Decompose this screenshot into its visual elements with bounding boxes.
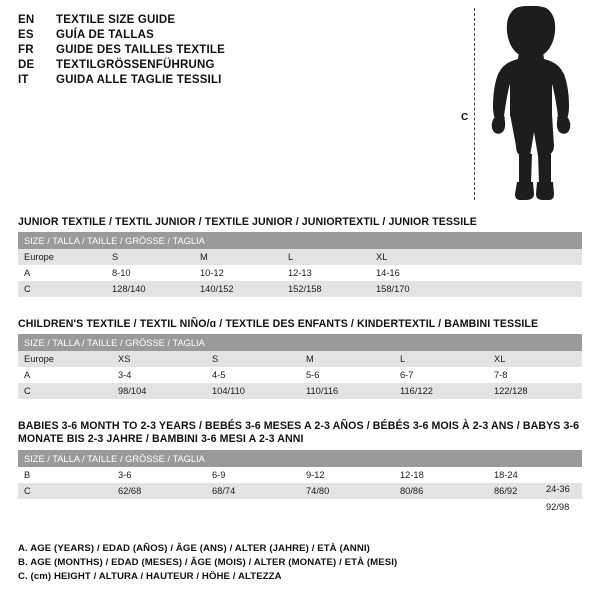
toddler-silhouette-icon [486,6,586,202]
table-row [18,249,582,265]
language-title: GUIDE DES TAILLES TEXTILE [56,44,225,56]
cell-value: 6-9 [206,467,300,483]
language-title: TEXTILGRÖSSENFÜHRUNG [56,59,215,71]
table-header-row [18,450,582,467]
cell-value: 74/80 [300,483,394,499]
row-label: A [18,367,112,383]
language-row [18,59,438,71]
table-row [18,265,582,281]
column-label: Europe [18,249,106,265]
table-header-row [18,232,582,249]
row-label: C [18,483,112,499]
babies-size-table [18,450,582,499]
cell-value: 4-5 [206,367,300,383]
language-code: EN [18,14,35,26]
height-figure [452,6,592,204]
height-dashed-line [474,8,475,200]
column-label: XL [370,249,458,265]
cell-value: 3-6 [112,467,206,483]
language-row [18,29,438,41]
cell-value: 3-4 [112,367,206,383]
cell-value: 128/140 [106,281,194,297]
column-label: Europe [18,351,112,367]
language-code: IT [18,74,29,86]
table-row [18,367,582,383]
cell-value: 110/116 [300,383,394,399]
cell-value: 80/86 [394,483,488,499]
cell-value: 18-24 [488,467,582,483]
section-title: JUNIOR TEXTILE / TEXTIL JUNIOR / TEXTILE JUNIOR / JUNIORTEXTIL / JUNIOR TESSILE [18,216,477,228]
legend-item-a: A. AGE (YEARS) / EDAD (AÑOS) / ÂGE (ANS) / ALTER (JAHRE) / ETÀ (ANNI) [18,543,370,554]
table-row [18,383,582,399]
row-label: A [18,265,106,281]
language-row [18,44,438,56]
section-title: CHILDREN'S TEXTILE / TEXTIL NIÑO/ɑ / TEXTILE DES ENFANTS / KINDERTEXTIL / BAMBINI TESSILE [18,318,539,330]
table-row [18,351,582,367]
cell-value: 140/152 [194,281,282,297]
cell-value: 122/128 [488,383,582,399]
table-header-row [18,334,582,351]
column-label: XS [112,351,206,367]
language-title: GUIDA ALLE TAGLIE TESSILI [56,74,222,86]
legend [18,542,582,584]
cell-value: 12-18 [394,467,488,483]
cell-value: 98/104 [112,383,206,399]
cell-value: 8-10 [106,265,194,281]
legend-item-b: B. AGE (MONTHS) / EDAD (MESES) / ÂGE (MOIS) / ALTER (MONATE) / ETÀ (MESI) [18,557,398,568]
cell-value: 5-6 [300,367,394,383]
cell-value: 6-7 [394,367,488,383]
cell-value: 62/68 [112,483,206,499]
language-row [18,14,438,26]
column-label: L [282,249,370,265]
size-header-label: SIZE / TALLA / TAILLE / GRÖSSE / TAGLIA [18,232,582,249]
section-children [18,318,582,399]
column-label: XL [488,351,582,367]
column-label: L [394,351,488,367]
table-row [18,467,582,483]
language-code: FR [18,44,34,56]
cell-value: 68/74 [206,483,300,499]
section-babies [18,420,582,499]
language-row [18,74,438,86]
cell-value: 86/92 [488,483,582,499]
language-title: GUÍA DE TALLAS [56,29,154,41]
row-label: C [18,383,112,399]
height-marker-label: C [461,112,469,123]
language-code: DE [18,59,35,71]
cell-value: 9-12 [300,467,394,483]
cell-value: 7-8 [488,367,582,383]
children-size-table [18,334,582,399]
row-label: B [18,467,112,483]
junior-size-table [18,232,582,297]
language-code: ES [18,29,34,41]
header-language-titles [18,14,438,89]
cell-value: 152/158 [282,281,370,297]
babies-extra-column [546,466,600,516]
column-label: M [194,249,282,265]
column-label: S [106,249,194,265]
table-row [18,483,582,499]
cell-value: 12-13 [282,265,370,281]
cell-value: 10-12 [194,265,282,281]
column-label: S [206,351,300,367]
cell-value: 104/110 [206,383,300,399]
size-header-label: SIZE / TALLA / TAILLE / GRÖSSE / TAGLIA [18,450,582,467]
column-label: M [300,351,394,367]
cell-value: 92/98 [546,502,570,512]
table-row [18,281,582,297]
cell-value: 24-36 [546,484,570,494]
language-title: TEXTILE SIZE GUIDE [56,14,176,26]
cell-value: 116/122 [394,383,488,399]
section-junior [18,216,582,297]
legend-item-c: C. (cm) HEIGHT / ALTURA / HAUTEUR / HÖHE / ALTEZZA [18,571,282,582]
size-header-label: SIZE / TALLA / TAILLE / GRÖSSE / TAGLIA [18,334,582,351]
row-label: C [18,281,106,297]
cell-value: 158/170 [370,281,458,297]
cell-value: 14-16 [370,265,458,281]
section-title: BABIES 3-6 MONTH TO 2-3 YEARS / BEBÉS 3-6 MESES A 2-3 AÑOS / BÉBÉS 3-6 MOIS À 2-3 ANS / BABYS 3-6 MONATE BIS 2-3 JAHRE / BAMBINI 3-6 MESI A 2-3 ANNI [18,420,580,445]
